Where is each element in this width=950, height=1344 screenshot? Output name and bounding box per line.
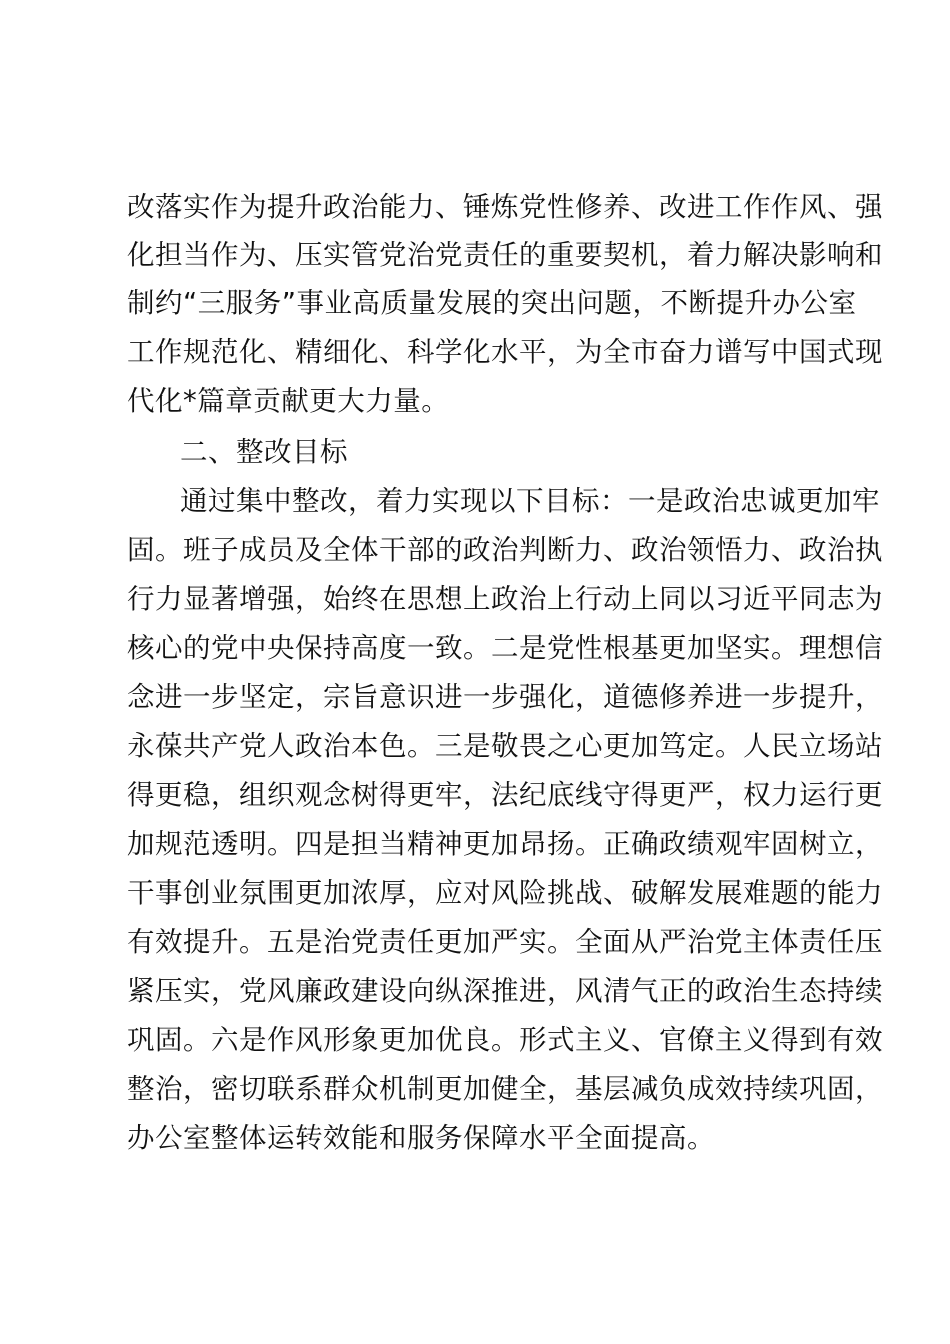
text-line: 紧压实，党风廉政建设向纵深推进，风清气正的政治生态持续 [127, 975, 883, 1007]
text-line: 加规范透明。四是担当精神更加昂扬。正确政绩观牢固树立， [127, 828, 883, 860]
text-line: 整治，密切联系群众机制更加健全，基层减负成效持续巩固， [127, 1073, 883, 1105]
text-line: 化担当作为、压实管党治党责任的重要契机，着力解决影响和 [127, 239, 883, 271]
text-line: 制约“三服务”事业高质量发展的突出问题，不断提升办公室 [127, 287, 857, 319]
text-line: 固。班子成员及全体干部的政治判断力、政治领悟力、政治执 [127, 534, 883, 566]
text-line: 念进一步坚定，宗旨意识进一步强化，道德修养进一步提升， [127, 681, 883, 713]
text-line: 巩固。六是作风形象更加优良。形式主义、官僚主义得到有效 [127, 1024, 883, 1056]
text-line: 得更稳，组织观念树得更牢，法纪底线守得更严，权力运行更 [127, 779, 883, 811]
text-line: 办公室整体运转效能和服务保障水平全面提高。 [127, 1122, 715, 1154]
section-heading: 二、整改目标 [180, 436, 348, 468]
text-line: 永葆共产党人政治本色。三是敬畏之心更加笃定。人民立场站 [127, 730, 883, 762]
text-line: 工作规范化、精细化、科学化水平，为全市奋力谱写中国式现 [127, 336, 883, 368]
text-line: 核心的党中央保持高度一致。二是党性根基更加坚实。理想信 [127, 632, 883, 664]
text-line: 行力显著增强，始终在思想上政治上行动上同以习近平同志为 [127, 583, 883, 615]
text-line: 改落实作为提升政治能力、锤炼党性修养、改进工作作风、强 [127, 191, 883, 223]
text-line: 有效提升。五是治党责任更加严实。全面从严治党主体责任压 [127, 926, 883, 958]
text-line: 代化*篇章贡献更大力量。 [127, 385, 450, 417]
text-line: 通过集中整改，着力实现以下目标：一是政治忠诚更加牢 [180, 485, 880, 517]
text-line: 干事创业氛围更加浓厚，应对风险挑战、破解发展难题的能力 [127, 877, 883, 909]
